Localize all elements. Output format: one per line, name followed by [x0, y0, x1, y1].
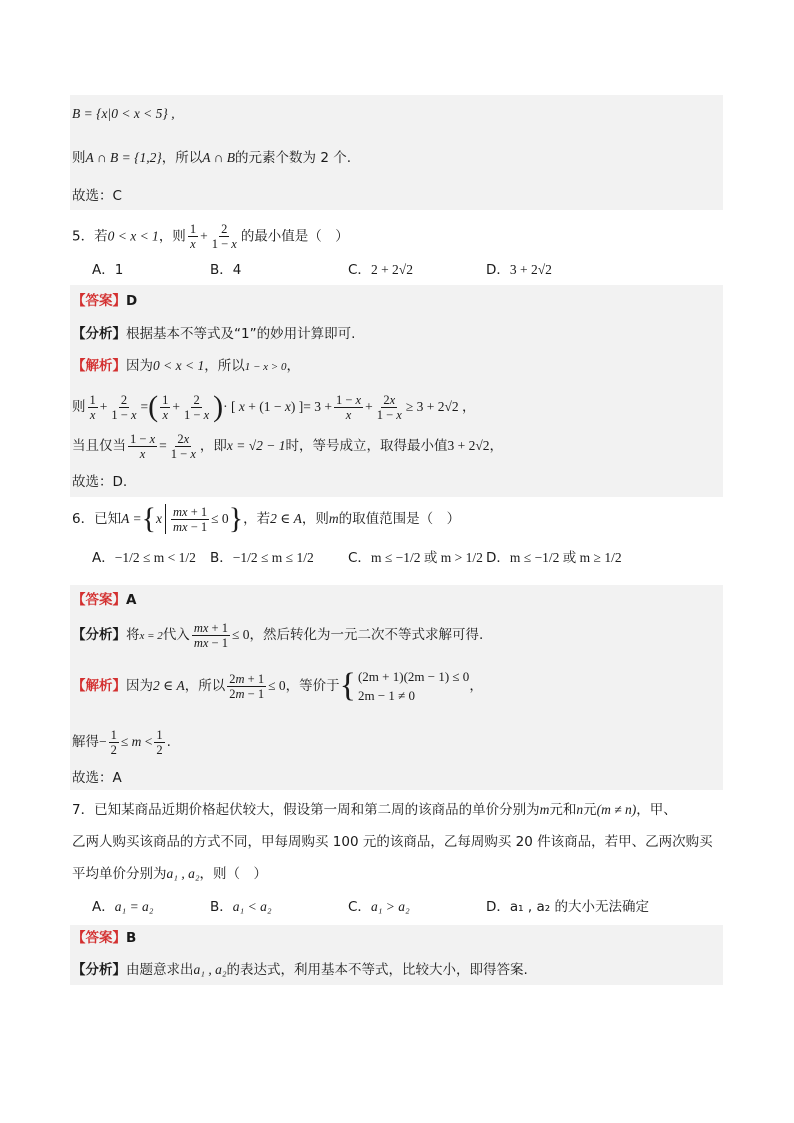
- q7-option-c: C．a₁ > a₂: [348, 899, 410, 915]
- q6-option-b: B．−1/2 ≤ m ≤ 1/2: [210, 550, 314, 566]
- q4-expr2: A ∩ B: [202, 150, 236, 165]
- q6-analysis: 【分析】将x = 2代入 $\frac{mx + 1}{mx - 1}$ ≤ 0，然后转化为一元二次不等式求解可得.: [72, 620, 484, 650]
- q7-option-d: D．a₁ , a₂ 的大小无法确定: [486, 899, 649, 915]
- q5-condition: 0 < x < 1: [107, 228, 159, 244]
- fraction: $\frac{1}{x}$: [189, 222, 197, 251]
- answer-value: D: [126, 293, 138, 309]
- q6-option-d: D．m ≤ −1/2 或 m ≥ 1/2: [486, 550, 622, 566]
- q5-number: 5．若: [72, 228, 108, 245]
- q7-analysis: 【分析】由题意求出a₁ , a₂的表达式，利用基本不等式，比较大小，即得答案.: [72, 962, 528, 978]
- q4-text-suffix: 的元素个数为 2 个.: [235, 150, 351, 166]
- q5-analysis: [72, 324, 722, 344]
- q5-answer: [72, 291, 722, 311]
- q5-solution-l2: 则 $\frac{1}{x}$ + $\frac{2}{1 - x}$ =( $\frac{1}{x}$ + $\frac{2}{1 - x}$ )· [ x + (1 − x) ]= 3 + $\frac{1 - x}{x}$ + $\frac{2x}{1 - x}$ ≥ 3 + 2√2 ，: [72, 390, 476, 423]
- q5-text-suffix: 的最小值是（ ）: [240, 228, 349, 245]
- analysis-tag: 【分析】: [72, 627, 126, 643]
- analysis-text: 根据基本不等式及“1”的妙用计算即可.: [126, 326, 356, 342]
- answer-value: B: [126, 930, 137, 946]
- q4-intersection-line: [72, 148, 722, 168]
- q7-answer: [72, 928, 722, 948]
- q6-solution: 【解析】因为2 ∈ A，所以 $\frac{2m + 1}{2m - 1}$ ≤ 0，等价于{ (2m + 1)(2m − 1) ≤ 0 2m − 1 ≠ 0 ，: [72, 667, 483, 704]
- q4-set-b: B = {x|0 < x < 5} ,: [72, 106, 175, 121]
- solution-tag: 【解析】: [72, 678, 126, 694]
- q5-option-a: A．1: [92, 262, 124, 278]
- q6-option-a: A．−1/2 ≤ m < 1/2: [92, 550, 196, 566]
- fraction: $\frac{2}{1 - x}$: [211, 222, 237, 251]
- q7-stem-l3: 平均单价分别为a₁ , a₂，则（ ）: [72, 866, 268, 882]
- q5-option-d: D．3 + 2√2: [486, 262, 552, 278]
- q7-stem-l2: 乙两人购买该商品的方式不同，甲每周购买 100 元的该商品，乙每周购买 20 件该商品，若甲、乙两次购买: [72, 834, 713, 850]
- q6-solution-l2: 解得− $\frac{1}{2}$ ≤ m < $\frac{1}{2}$ .: [72, 727, 171, 757]
- answer-value: A: [126, 592, 137, 608]
- q5-stem: 5．若0 < x < 1，则 $\frac{1}{x}$ + $\frac{2}{1 - x}$ 的最小值是（ ）: [72, 222, 349, 251]
- q5-solution-l1: 【解析】因为0 < x < 1，所以1 − x > 0，: [72, 358, 300, 374]
- analysis-tag: 【分析】: [72, 326, 126, 342]
- q6-stem: 6．已知A ={x $\frac{mx + 1}{mx - 1}$ ≤ 0}，若2 ∈ A，则m的取值范围是（ ）: [72, 502, 461, 535]
- analysis-tag: 【分析】: [72, 962, 126, 978]
- answer-tag: 【答案】: [72, 293, 126, 309]
- q7-stem-l1: 7．已知某商品近期价格起伏较大，假设第一周和第二周的该商品的单价分别为m元和n元(m ≠ n)，甲、: [72, 802, 677, 818]
- q5-option-b: B．4: [210, 262, 242, 278]
- q5-text: ，则: [158, 228, 186, 245]
- q5-solution-l3: 当且仅当 $\frac{1 - x}{x}$ = $\frac{2x}{1 - x}$ ，即x = √2 − 1时，等号成立，取得最小值3 + 2√2，: [72, 431, 504, 461]
- q5-choice: 故选：D.: [72, 474, 128, 490]
- q6-option-c: C．m ≤ −1/2 或 m > 1/2: [348, 550, 483, 566]
- answer-tag: 【答案】: [72, 592, 126, 608]
- q7-option-b: B．a₁ < a₂: [210, 899, 272, 915]
- answer-tag: 【答案】: [72, 930, 126, 946]
- q7-option-a: A．a₁ = a₂: [92, 899, 154, 915]
- q6-choice: 故选：A: [72, 770, 122, 786]
- q4-expr: A ∩ B = {1,2}: [85, 150, 162, 165]
- q4-text-mid: ，所以: [161, 150, 203, 166]
- q4-choice: 故选：C: [72, 188, 122, 204]
- q5-option-c: C．2 + 2√2: [348, 262, 413, 278]
- solution-tag: 【解析】: [72, 358, 126, 374]
- q6-answer: [72, 590, 722, 610]
- q4-text: 则: [72, 150, 86, 166]
